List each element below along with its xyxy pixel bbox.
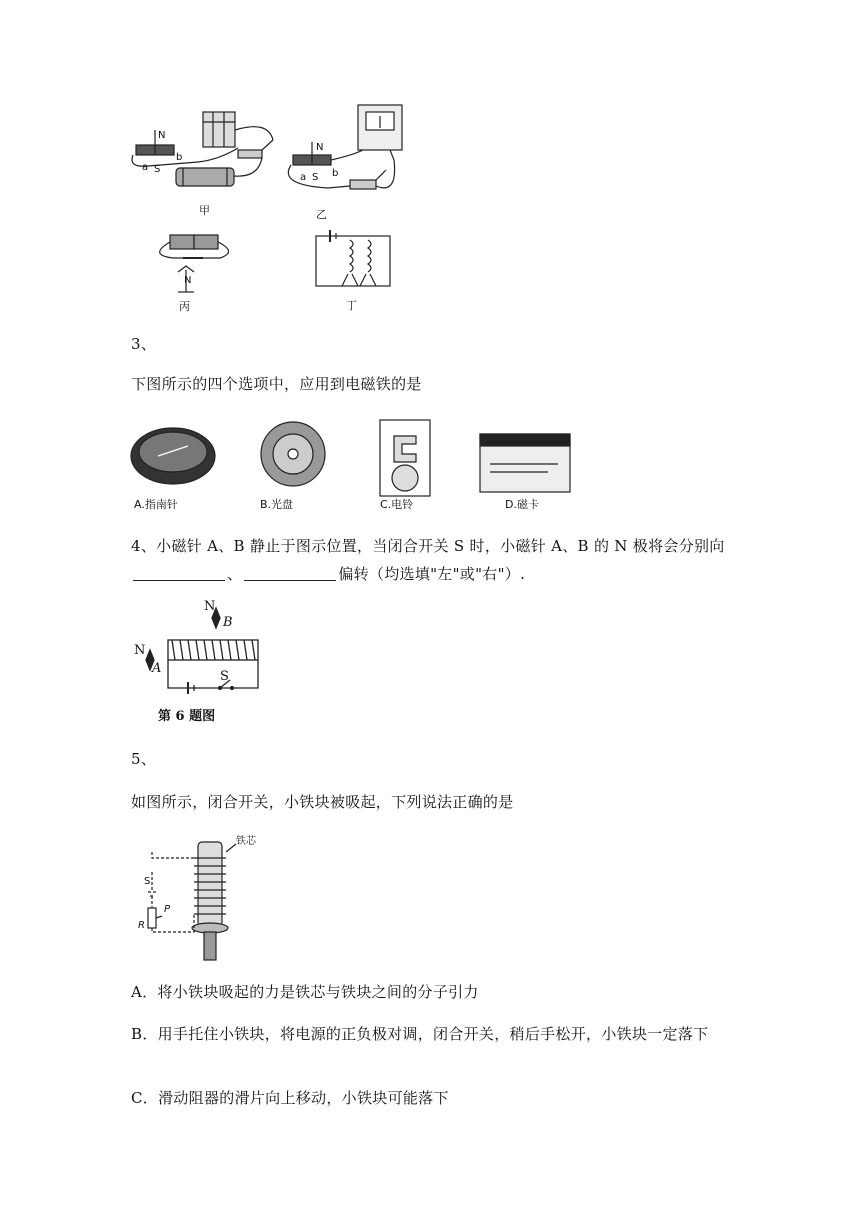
label-a-jia: a bbox=[142, 162, 149, 173]
q4-label-N-A: N bbox=[134, 643, 146, 658]
label-S-yi: S bbox=[312, 172, 319, 183]
q5-diagram bbox=[132, 832, 272, 962]
q3-number: 3、 bbox=[131, 335, 157, 353]
label-N-bing: N bbox=[184, 275, 192, 286]
q4-label-N-B: N bbox=[204, 599, 216, 614]
label-N-jia: N bbox=[158, 130, 166, 141]
q5-number: 5、 bbox=[131, 750, 157, 768]
label-N-yi: N bbox=[316, 142, 324, 153]
q4-label-A: A bbox=[152, 661, 162, 676]
q4-text-part2: 偏转（均选填"左"或"右"）. bbox=[338, 565, 526, 583]
q5-label-core: 铁芯 bbox=[236, 836, 256, 847]
q5-label-S: S bbox=[144, 876, 151, 887]
experiment-diagram bbox=[128, 100, 408, 315]
q3-option-a: A.指南针 bbox=[134, 498, 178, 511]
q4-caption: 第 6 题图 bbox=[158, 709, 216, 724]
q3-options-figure bbox=[128, 416, 578, 516]
q3-option-d: D.磁卡 bbox=[505, 498, 539, 511]
q4-label-B: B bbox=[223, 615, 233, 630]
label-jia: 甲 bbox=[199, 204, 210, 217]
label-a-yi: a bbox=[300, 172, 307, 183]
q5-option-b: B．用手托住小铁块，将电源的正负极对调，闭合开关，稍后手松开，小铁块一定落下 bbox=[131, 1025, 709, 1043]
label-ding: 丁 bbox=[346, 299, 357, 312]
q5-label-R: R bbox=[138, 920, 145, 931]
label-yi: 乙 bbox=[316, 208, 327, 221]
label-b-yi: b bbox=[332, 168, 339, 179]
q4-figure bbox=[128, 592, 278, 732]
label-b-jia: b bbox=[176, 152, 183, 163]
experiment-figure-top bbox=[128, 100, 408, 315]
q4-text bbox=[131, 532, 731, 588]
q4-blank-2[interactable] bbox=[244, 562, 336, 581]
q5-label-P: P bbox=[164, 904, 171, 915]
q4-sep: 、 bbox=[227, 565, 243, 583]
q5-stem: 如图所示，闭合开关，小铁块被吸起，下列说法正确的是 bbox=[131, 793, 514, 811]
q5-option-c: C．滑动阻器的滑片向上移动，小铁块可能落下 bbox=[131, 1089, 449, 1107]
q4-diagram bbox=[128, 592, 278, 732]
q3-options-diagram bbox=[128, 416, 578, 516]
q4-label-S: S bbox=[220, 669, 229, 684]
q3-option-b: B.光盘 bbox=[260, 498, 294, 511]
q4-blank-1[interactable] bbox=[133, 562, 225, 581]
q5-option-a: A．将小铁块吸起的力是铁芯与铁块之间的分子引力 bbox=[131, 983, 479, 1001]
label-bing: 丙 bbox=[179, 300, 190, 313]
q3-stem: 下图所示的四个选项中，应用到电磁铁的是 bbox=[131, 375, 422, 393]
q5-figure bbox=[132, 832, 272, 962]
label-S-jia: S bbox=[154, 164, 161, 175]
q4-text-part1: 4、小磁针 A、B 静止于图示位置，当闭合开关 S 时，小磁针 A、B 的 N 极将会分别向 bbox=[131, 537, 725, 555]
q3-option-c: C.电铃 bbox=[380, 498, 414, 511]
